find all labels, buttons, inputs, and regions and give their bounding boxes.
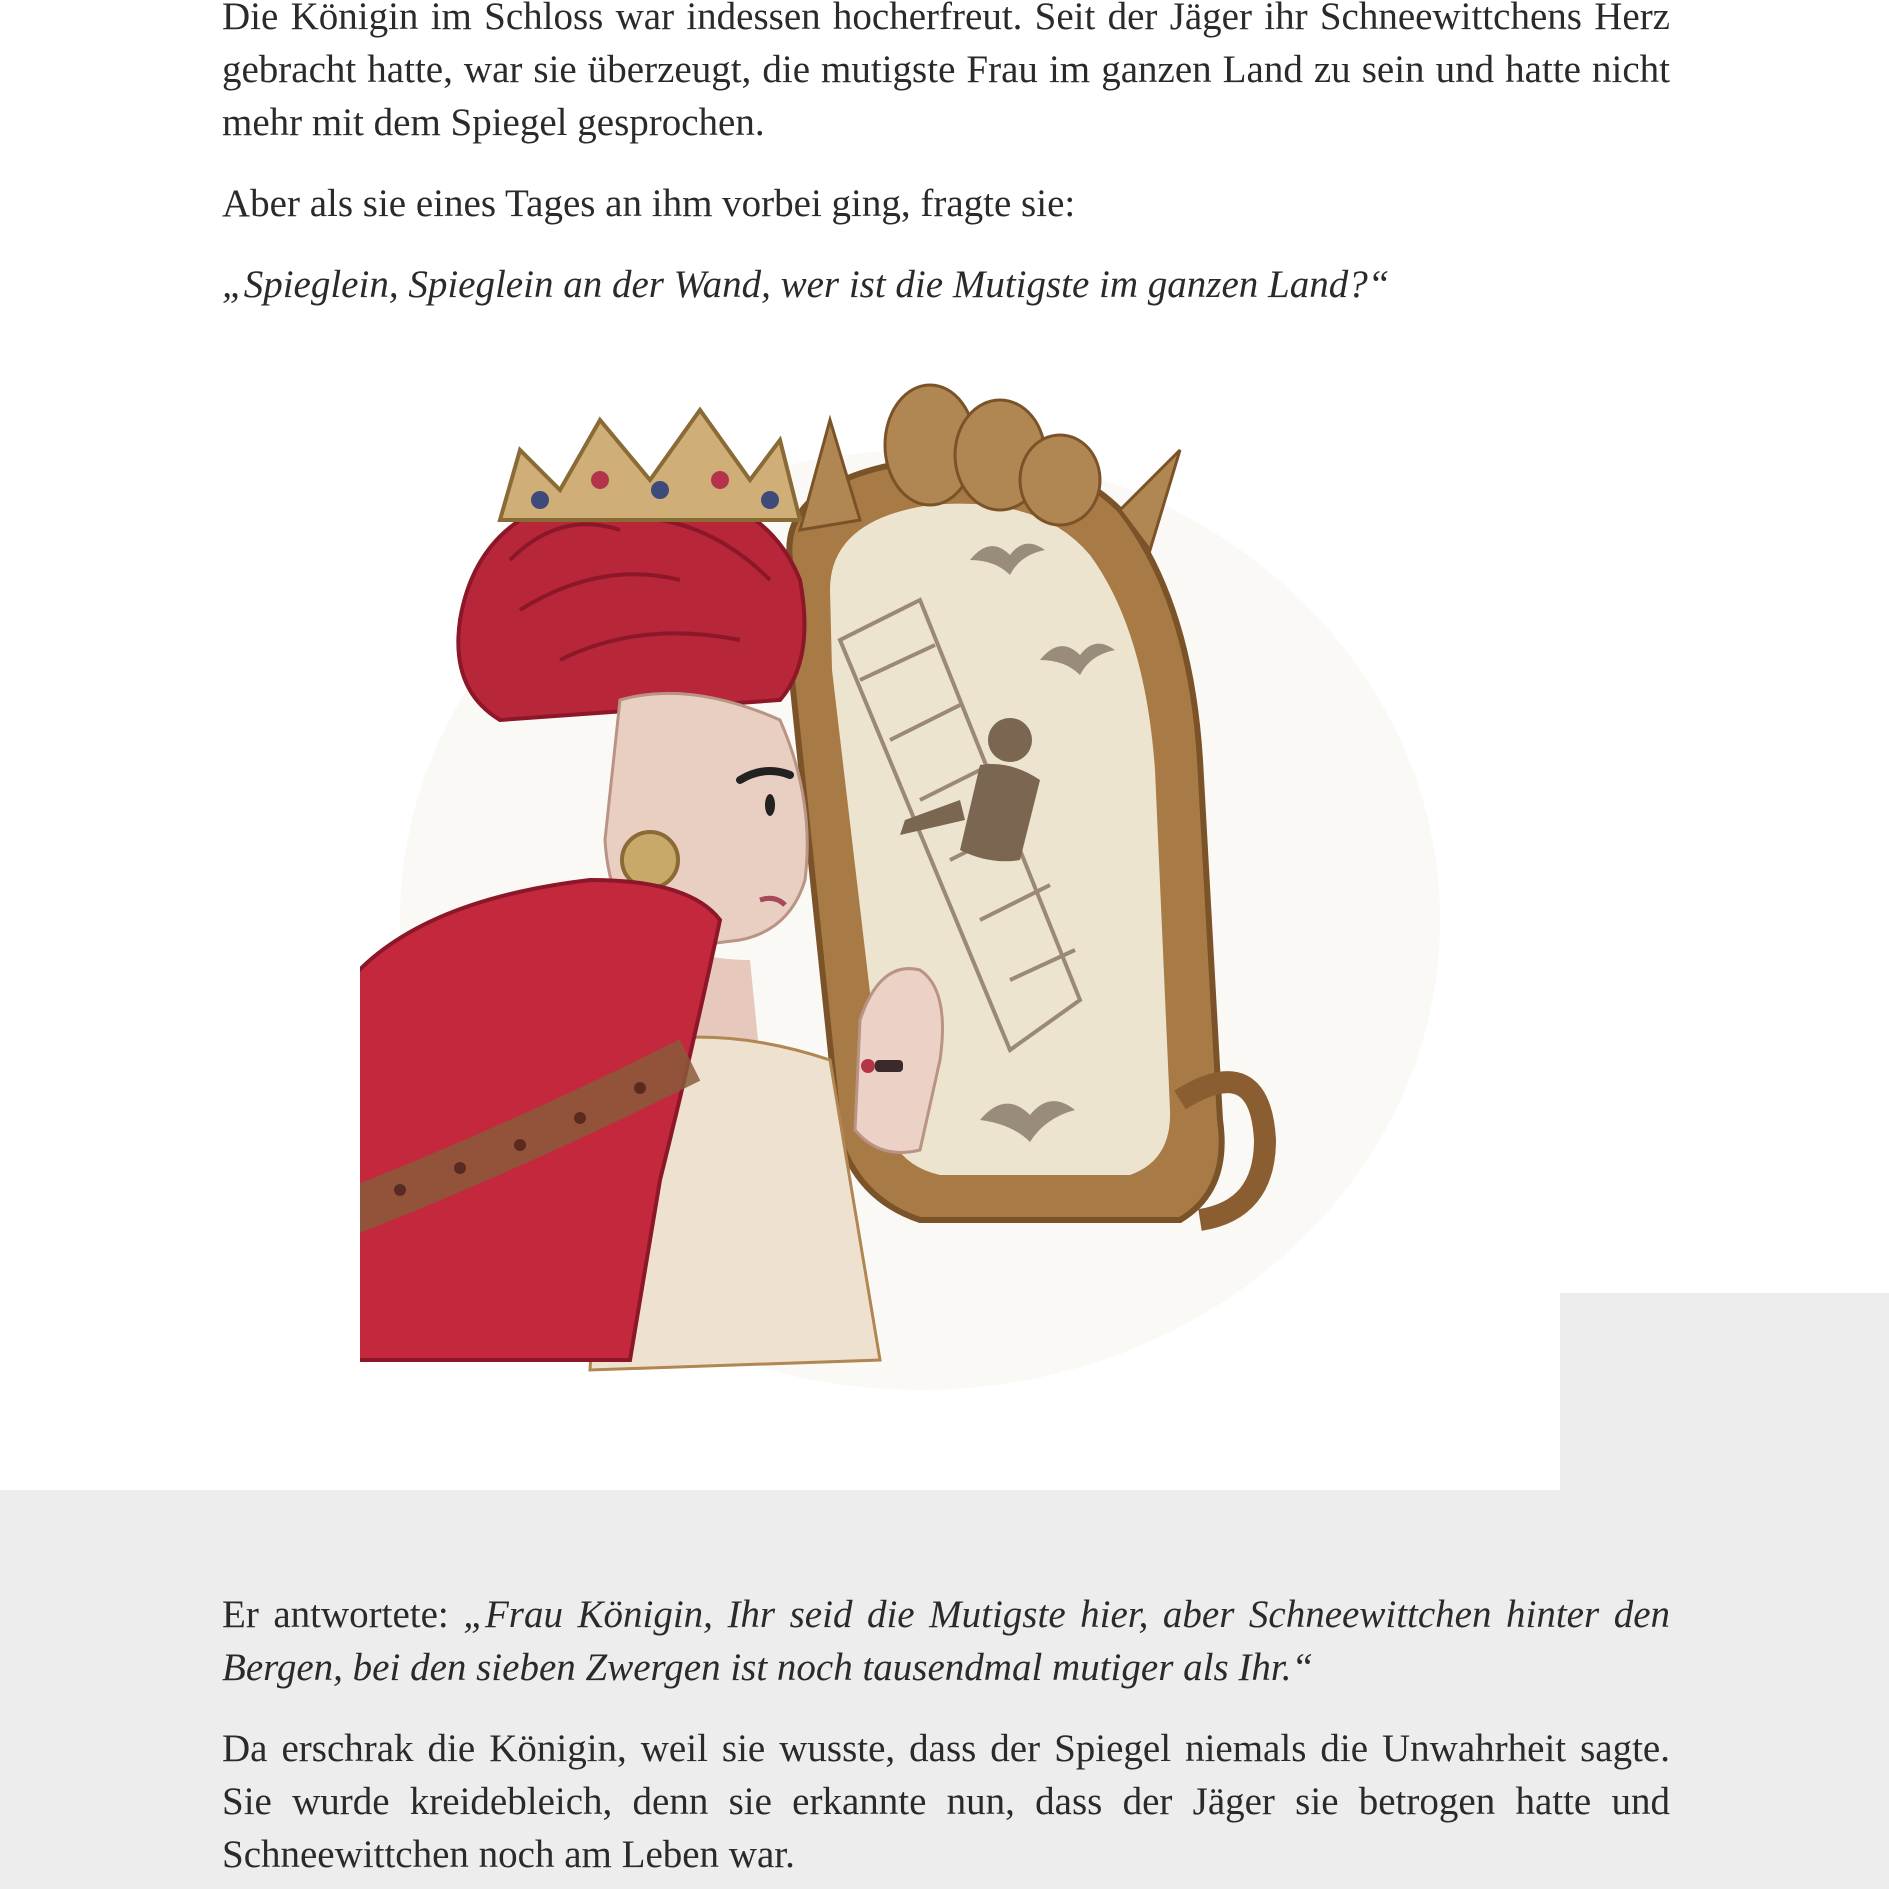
bottom-text-block: [222, 1588, 1670, 1881]
paragraph-2: Aber als sie eines Tages an ihm vorbei ging, fragte sie:: [222, 182, 1076, 225]
crown-icon: [500, 410, 800, 520]
paragraph-4: Da erschrak die Königin, weil sie wusste, dass der Spiegel niemals die Unwahrheit sagte. Sie wurde kreidebleich, denn sie erkannte nun, dass der Jäger sie betrogen hatte und Schneewittchen noch am Leben war.: [222, 1727, 1670, 1876]
paragraph-1: Die Königin im Schloss war indessen hocherfreut. Seit der Jäger ihr Schneewittchens Herz gebracht hatte, war sie überzeugt, die mutigste Frau im ganzen Land zu sein und hatte nicht mehr mit dem Spiegel gesprochen.: [222, 0, 1670, 144]
mirror-answer-quote: „Frau Königin, Ihr seid die Mutigste hier, aber Schneewittchen hinter den Bergen, bei den sieben Zwergen ist noch tausendmal mutiger als Ihr.“: [222, 1593, 1671, 1689]
mirror-question-quote: „Spieglein, Spieglein an der Wand, wer ist die Mutigste im ganzen Land?“: [222, 263, 1390, 306]
answer-intro: Er antwortete:: [222, 1593, 464, 1636]
paragraph-3: [222, 1588, 1670, 1694]
queen-mirror-illustration: [360, 360, 1580, 1430]
top-text-block: [222, 0, 1670, 311]
grey-band-right: [1560, 1293, 1889, 1493]
